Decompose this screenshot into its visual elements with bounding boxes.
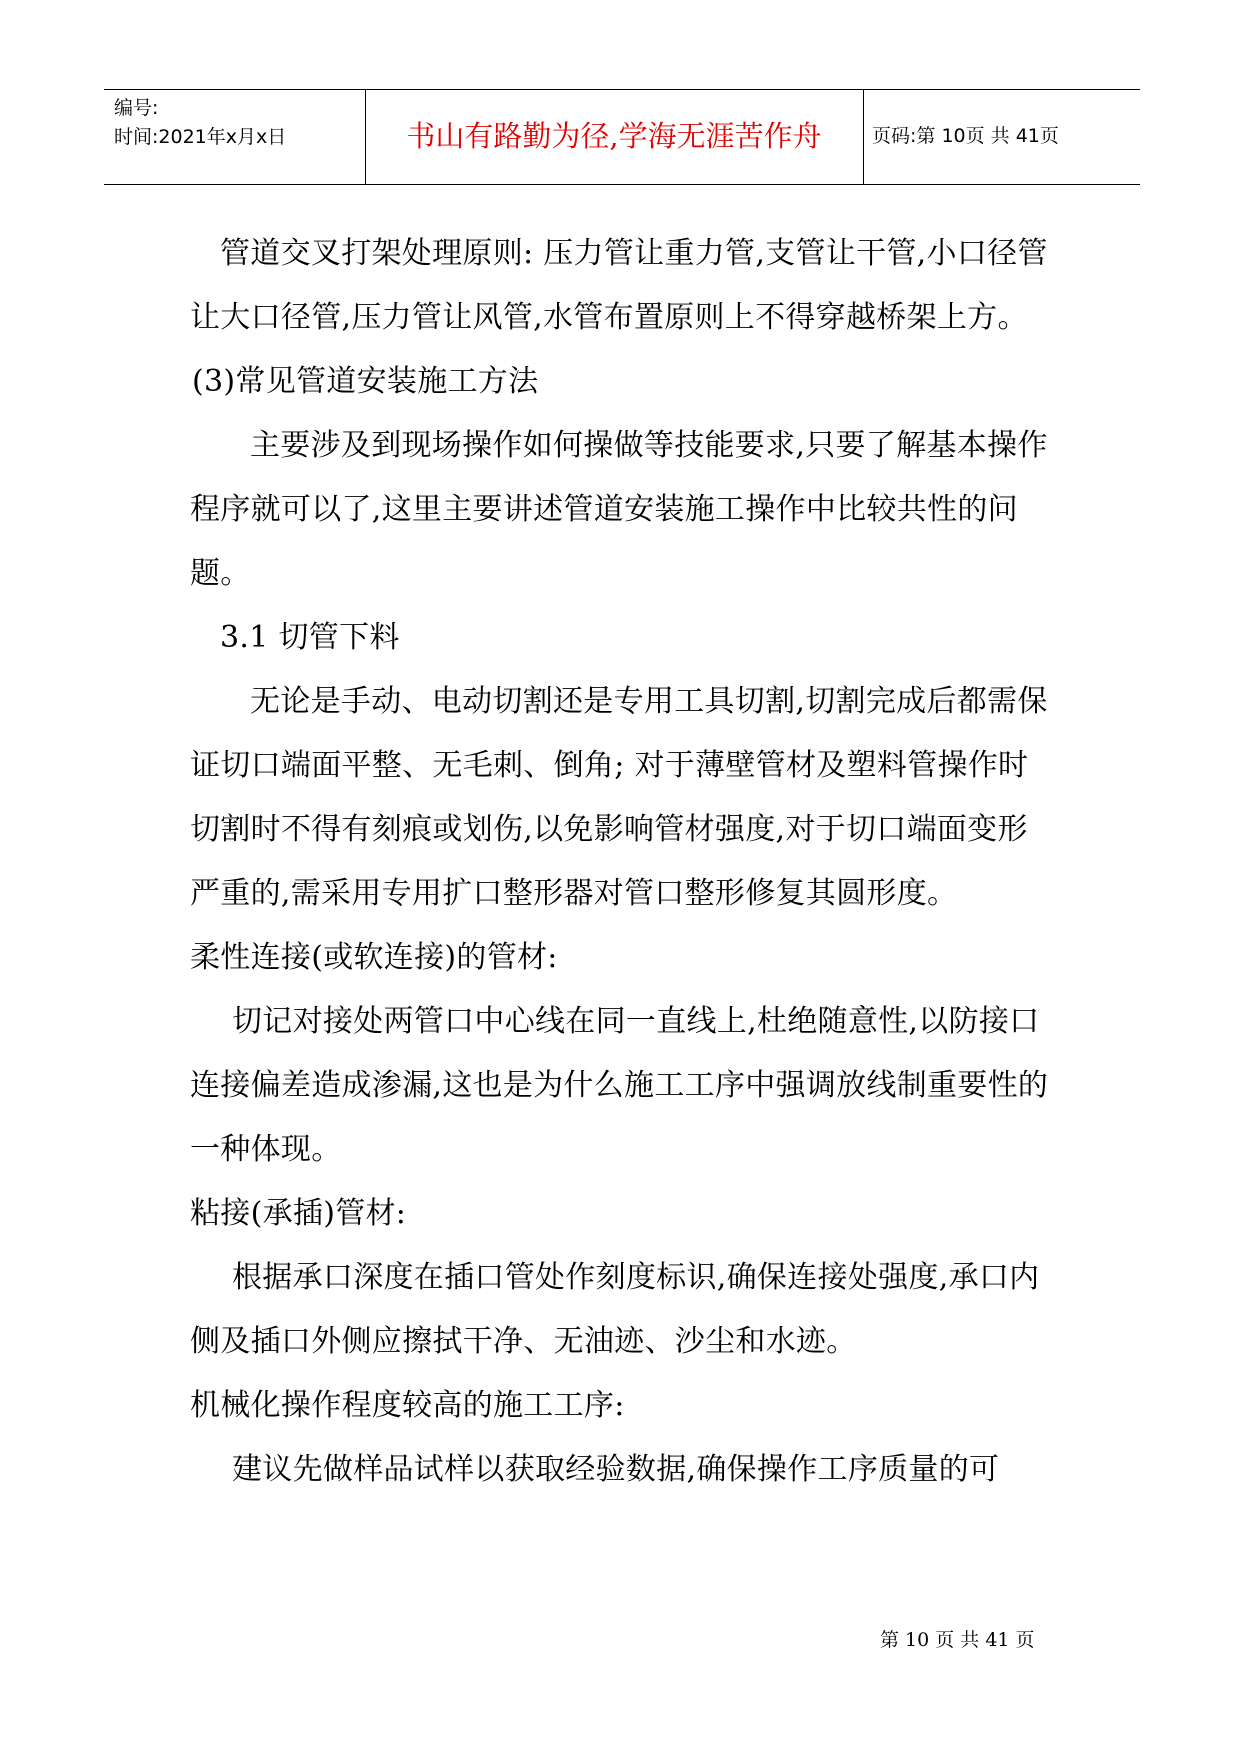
header-meta — [114, 94, 364, 152]
paragraph-flexible-connection: 切记对接处两管口中心线在同一直线上,杜绝随意性,以防接口连接偏差造成渗漏,这也是为什么施工工序中强调放线制重要性的一种体现。 — [190, 1004, 1049, 1167]
header-divider-left — [365, 90, 366, 184]
document-body — [190, 222, 1056, 1502]
heading-flexible-connection: 柔性连接(或软连接)的管材: — [190, 940, 558, 975]
document-number-label: 编号: — [114, 97, 159, 119]
header-divider-right — [863, 90, 864, 184]
paragraph-intro: 主要涉及到现场操作如何操做等技能要求,只要了解基本操作程序就可以了,这里主要讲述管道安装施工操作中比较共性的问题。 — [190, 428, 1048, 591]
paragraph-cutting: 无论是手动、电动切割还是专用工具切割,切割完成后都需保证切口端面平整、无毛刺、倒角; 对于薄壁管材及塑料管操作时切割时不得有刻痕或划伤,以免影响管材强度,对于切口端面变形严重的,需采用专用扩口整形器对管口整形修复其圆形度。 — [190, 684, 1048, 911]
paragraph-pipe-crossing: 管道交叉打架处理原则: 压力管让重力管,支管让干管,小口径管让大口径管,压力管让风管,水管布置原则上不得穿越桥架上方。 — [190, 236, 1048, 335]
page-footer: 第 10 页 共 41 页 — [880, 1629, 1035, 1651]
paragraph-adhesive-joint: 根据承口深度在插口管处作刻度标识,确保连接处强度,承口内侧及插口外侧应擦拭干净、无油迹、沙尘和水迹。 — [190, 1260, 1040, 1359]
document-time-label: 时间:2021年x月x日 — [114, 126, 287, 148]
subsection-heading-3-1: 3.1 切管下料 — [220, 620, 400, 655]
header-motto: 书山有路勤为径,学海无涯苦作舟 — [406, 119, 822, 153]
header-page-info: 页码:第 10页 共 41页 — [872, 125, 1059, 147]
page-header — [104, 89, 1140, 185]
heading-mechanized-process: 机械化操作程度较高的施工工序: — [190, 1388, 625, 1423]
paragraph-mechanized-process: 建议先做样品试样以获取经验数据,确保操作工序质量的可 — [232, 1452, 1000, 1487]
heading-adhesive-joint: 粘接(承插)管材: — [190, 1196, 407, 1231]
section-heading-3: (3)常见管道安装施工方法 — [192, 364, 539, 399]
